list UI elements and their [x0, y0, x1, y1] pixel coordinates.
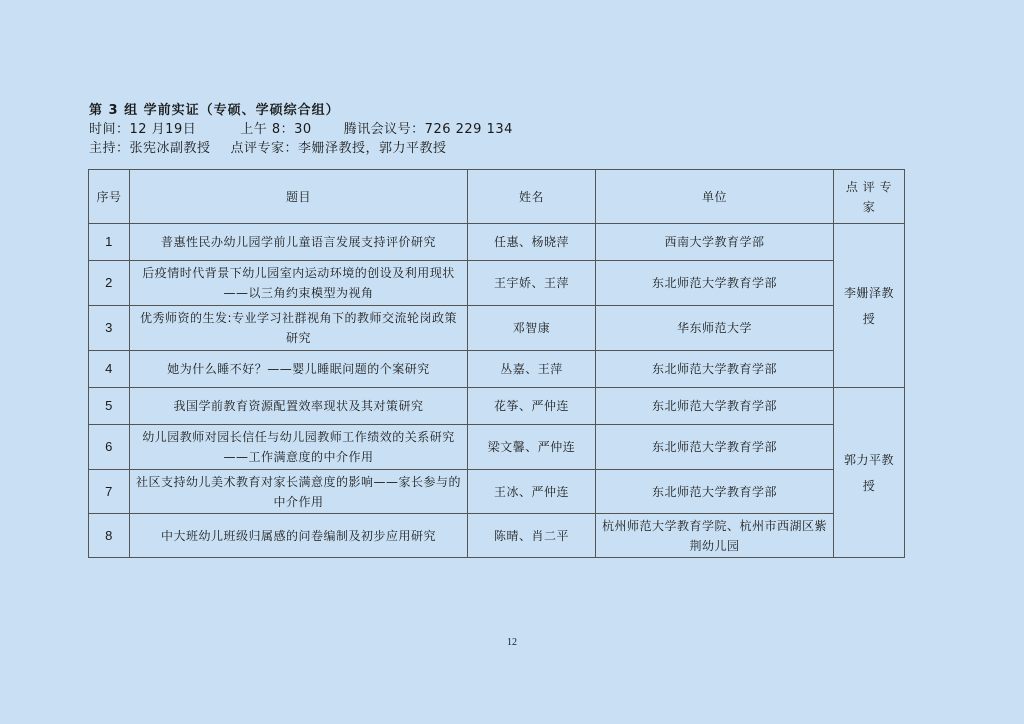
row-name: 陈晴、肖二平: [468, 514, 596, 558]
header-name: 姓名: [468, 170, 596, 224]
row-topic: 后疫情时代背景下幼儿园室内运动环境的创设及利用现状——以三角约束模型为视角: [130, 261, 468, 306]
table-row: [89, 261, 905, 306]
row-topic: 她为什么睡不好？——婴儿睡眠问题的个案研究: [130, 351, 468, 388]
expert-group-2: 郭力平教授: [834, 388, 905, 558]
row-unit: 东北师范大学教育学部: [596, 388, 834, 425]
row-num: 3: [89, 306, 130, 351]
row-topic: 中大班幼儿班级归属感的问卷编制及初步应用研究: [130, 514, 468, 558]
expert-group-1: 李姗泽教授: [834, 224, 905, 388]
row-name: 梁文馨、严仲连: [468, 425, 596, 470]
row-name: 王宇娇、王萍: [468, 261, 596, 306]
row-name: 花筝、严仲连: [468, 388, 596, 425]
table-row: [89, 514, 905, 558]
header-expert: 点 评 专 家: [834, 170, 905, 224]
header-unit: 单位: [596, 170, 834, 224]
header-num: 序号: [89, 170, 130, 224]
row-unit: 华东师范大学: [596, 306, 834, 351]
row-unit: 西南大学教育学部: [596, 224, 834, 261]
schedule-table: [88, 169, 905, 558]
row-unit: 东北师范大学教育学部: [596, 351, 834, 388]
row-num: 8: [89, 514, 130, 558]
row-num: 1: [89, 224, 130, 261]
row-unit: 东北师范大学教育学部: [596, 425, 834, 470]
row-name: 任惠、杨晓萍: [468, 224, 596, 261]
page-number: 12: [507, 637, 517, 648]
row-num: 7: [89, 470, 130, 514]
row-topic: 社区支持幼儿美术教育对家长满意度的影响——家长参与的中介作用: [130, 470, 468, 514]
row-unit: 东北师范大学教育学部: [596, 470, 834, 514]
experts-label: 点评专家：李姗泽教授，郭力平教授: [230, 141, 447, 156]
table-row: [89, 425, 905, 470]
table-row: [89, 470, 905, 514]
row-num: 2: [89, 261, 130, 306]
row-name: 丛嘉、王萍: [468, 351, 596, 388]
table-header-row: [89, 170, 905, 224]
header-topic: 题目: [130, 170, 468, 224]
row-topic: 我国学前教育资源配置效率现状及其对策研究: [130, 388, 468, 425]
row-num: 4: [89, 351, 130, 388]
table-row: [89, 224, 905, 261]
meeting-id: 腾讯会议号：726 229 134: [343, 122, 513, 137]
table-row: [89, 306, 905, 351]
session-time: 上午 8：30: [240, 122, 312, 137]
host-label: 主持：张宪冰副教授: [89, 141, 211, 156]
table-row: [89, 388, 905, 425]
row-unit: 杭州师范大学教育学院、杭州市西湖区紫荆幼儿园: [596, 514, 834, 558]
row-unit: 东北师范大学教育学部: [596, 261, 834, 306]
table-row: [89, 351, 905, 388]
row-topic: 优秀师资的生发:专业学习社群视角下的教师交流轮岗政策研究: [130, 306, 468, 351]
schedule-info-line: [89, 118, 513, 137]
row-name: 王冰、严仲连: [468, 470, 596, 514]
row-num: 6: [89, 425, 130, 470]
group-title: 第 3 组 学前实证（专硕、学硕综合组）: [89, 103, 340, 118]
row-num: 5: [89, 388, 130, 425]
row-topic: 幼儿园教师对园长信任与幼儿园教师工作绩效的关系研究——工作满意度的中介作用: [130, 425, 468, 470]
row-topic: 普惠性民办幼儿园学前儿童语言发展支持评价研究: [130, 224, 468, 261]
time-label: 时间：12 月19日: [89, 122, 197, 137]
row-name: 邓智康: [468, 306, 596, 351]
host-info-line: [89, 137, 447, 156]
